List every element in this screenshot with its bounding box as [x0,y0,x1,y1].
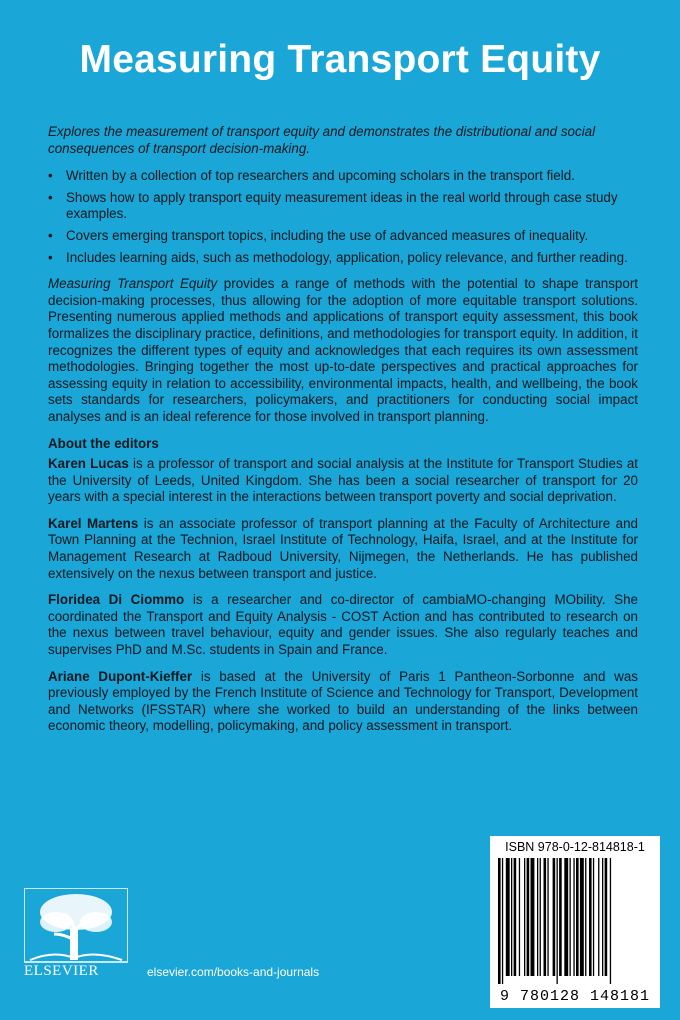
editor-name: Karel Martens [48,515,139,531]
publisher-url[interactable]: elsevier.com/books-and-journals [147,965,320,979]
bullet-icon: • [48,227,53,243]
book-description [48,276,638,425]
barcode-icon [498,858,652,984]
editors-heading: About the editors [48,435,159,451]
publisher-name: ELSEVIER [24,963,99,979]
list-item: • Shows how to apply transport equity measurement ideas in the real world through case study examples. [48,189,618,222]
editor-name: Karen Lucas [48,456,129,472]
bullet-icon: • [48,168,53,184]
editor-bio: Karel Martens is an associate professor of transport planning at the Faculty of Architecture and Town Planning at the Technion, Israel Institute of Technology, Haifa, Israel, and at the Institute for Management Research at Radboud University, Nijmegen, the Netherlands. He has published extensively on the nexus between transport and justice. [48,515,638,581]
bullet-icon: • [48,189,53,205]
barcode-panel [490,836,660,1008]
editor-bio: Karen Lucas is a professor of transport and social analysis at the Institute for Transport Studies at the University of Leeds, United Kingdom. She has been a social researcher of transport for 20 years with a special interest in the interactions between transport poverty and social deprivation. [48,456,638,505]
list-item: • Covers emerging transport topics, including the use of advanced measures of inequality. [48,227,589,243]
book-title: Measuring Transport Equity [79,38,601,81]
list-item: • Includes learning aids, such as methodology, application, policy relevance, and further reading. [48,249,628,265]
tagline: Explores the measurement of transport equity and demonstrates the distributional and social consequences of transport decision-making. [48,124,596,156]
editor-name: Floridea Di Ciommo [48,592,185,608]
editor-bio: Ariane Dupont-Kieffer is based at the University of Paris 1 Pantheon-Sorbonne and was previously employed by the French Institute of Science and Technology for Transport, Development and Networks (IFSSTAR) where she worked to build an understanding of the links between economic theory, modelling, policymaking, and policy assessment in transport. [48,668,638,734]
bullet-icon: • [48,249,53,265]
editor-name: Ariane Dupont-Kieffer [48,668,193,684]
barcode-number: 9 780128 148181 [499,988,651,1005]
isbn-label: ISBN 978-0-12-814818-1 [505,840,645,854]
cover-content [48,124,638,745]
feature-list [48,168,638,266]
description-body: provides a range of methods with the potential to shape transport decision-making processes, thus allowing for the adoption of more equitable transport solutions. Presenting numerous applied methods and applications of transport equity assessment, this book formalizes the disciplinary practice, definitions, and methodologies for transport equity. In addition, it recognizes the different types of equity and acknowledges that each requires its own assessment methodologies. Bringing together the most up-to-date perspectives and practical approaches for assessing equity in relation to accessibility, environmental impacts, health, and wellbeing, the book sets standards for researchers, policymakers, and practitioners for conducting social impact analyses and is an ideal reference for those involved in transport planning. [48,276,638,424]
editor-bio: Floridea Di Ciommo is a researcher and co-director of cambiaMO-changing MObility. She coordinated the Transport and Equity Analysis - COST Action and has contributed to research on the nexus between travel behaviour, equity and gender issues. She also regularly teaches and supervises PhD and M.Sc. students in Spain and France. [48,592,639,658]
list-item: • Written by a collection of top researchers and upcoming scholars in the transport field. [48,168,575,184]
description-lead: Measuring Transport Equity [48,276,218,292]
